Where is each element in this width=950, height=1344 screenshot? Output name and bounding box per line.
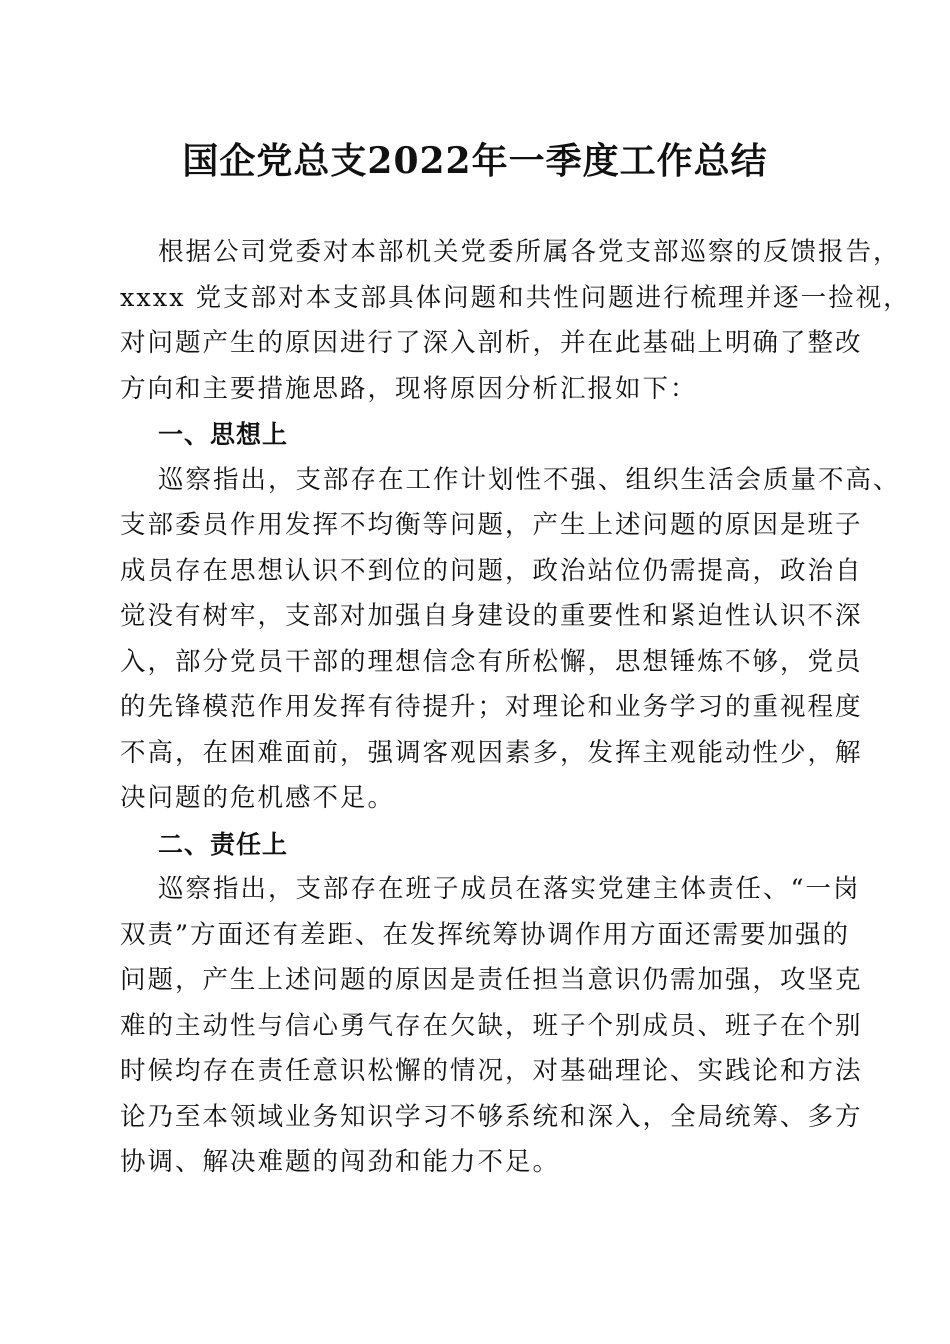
paragraph-line: 的先锋模范作用发挥有待提升；对理论和业务学习的重视程度 bbox=[120, 692, 863, 722]
paragraph-line: 方向和主要措施思路，现将原因分析汇报如下： bbox=[120, 373, 698, 404]
paragraph-line: 决问题的危机感不足。 bbox=[120, 783, 396, 813]
paragraph-line: 难的主动性与信心勇气存在欠缺，班子个别成员、班子在个别 bbox=[120, 1010, 863, 1041]
paragraph-line: 入，部分党员干部的理想信念有所松懈，思想锤炼不够，党员 bbox=[120, 646, 863, 677]
paragraph-line: 问题，产生上述问题的原因是责任担当意识仍需加强，攻坚克 bbox=[120, 965, 863, 995]
section-paragraph-responsibility bbox=[120, 867, 863, 1186]
paragraph-line: xxxx 党支部对本支部具体问题和共性问题进行梳理并逐一捡视， bbox=[120, 282, 911, 313]
paragraph-line: 成员存在思想认识不到位的问题，政治站位仍需提高，政治自 bbox=[120, 555, 863, 586]
paragraph-line: 对问题产生的原因进行了深入剖析，并在此基础上明确了整改 bbox=[120, 328, 863, 358]
paragraph-line: 觉没有树牢，支部对加强自身建设的重要性和紧迫性认识不深 bbox=[120, 601, 863, 631]
paragraph-line: 时候均存在责任意识松懈的情况，对基础理论、实践论和方法 bbox=[120, 1056, 863, 1086]
section-heading-ideology: 一、思想上 bbox=[158, 420, 289, 449]
paragraph-line: 论乃至本领域业务知识学习不够系统和深入，全局统筹、多方 bbox=[120, 1101, 863, 1132]
document-title: 国企党总支2022年一季度工作总结 bbox=[182, 140, 768, 182]
paragraph-line: 不高，在困难面前，强调客观因素多，发挥主观能动性少，解 bbox=[120, 737, 863, 768]
section-heading-responsibility: 二、责任上 bbox=[158, 829, 289, 859]
paragraph-line: 支部委员作用发挥不均衡等问题，产生上述问题的原因是班子 bbox=[120, 510, 863, 540]
paragraph-line: 双责”方面还有差距、在发挥统筹协调作用方面还需要加强的 bbox=[120, 919, 851, 950]
paragraph-line: 根据公司党委对本部机关党委所属各党支部巡察的反馈报告， bbox=[158, 237, 901, 267]
intro-paragraph bbox=[120, 230, 911, 412]
paragraph-line: 协调、解决难题的闯劲和能力不足。 bbox=[120, 1147, 561, 1177]
paragraph-line: 巡察指出，支部存在工作计划性不强、组织生活会质量不高、 bbox=[158, 464, 901, 495]
section-paragraph-ideology bbox=[120, 458, 901, 822]
document-body bbox=[120, 230, 911, 1186]
paragraph-line: 巡察指出，支部存在班子成员在落实党建主体责任、“一岗 bbox=[158, 874, 861, 904]
